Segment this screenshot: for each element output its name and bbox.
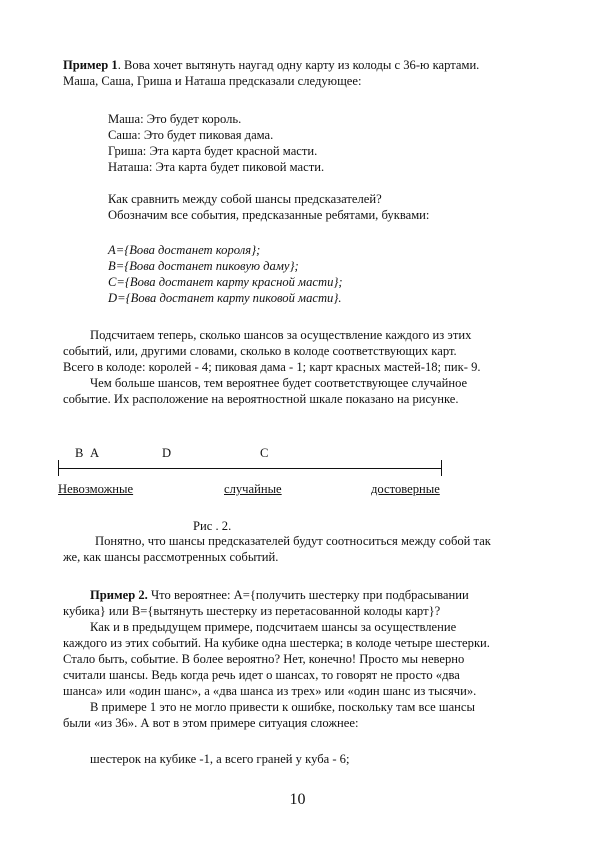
example1-line1 <box>63 58 479 73</box>
question-line1: Как сравнить между собой шансы предсказателей? <box>108 192 382 206</box>
event-c: C={Вова достанет карту красной масти}; <box>108 275 343 289</box>
zone-impossible: Невозможные <box>58 482 134 496</box>
example2-line7: шанса» или «один шанс», а «два шанса из трех» или «один шанс из тысячи». <box>63 684 477 698</box>
last-line: шестерок на кубике -1, а всего граней у куба - 6; <box>90 752 350 766</box>
example2-label: Пример 2. <box>90 588 148 602</box>
para-count-line4: Чем больше шансов, тем вероятнее будет соответствующее случайное <box>90 376 468 390</box>
event-b: B={Вова достанет пиковую даму}; <box>108 259 299 273</box>
example2-line2: кубика} или В={вытянуть шестерку из перетасованной колоды карт}? <box>63 604 441 618</box>
example2-text: Что вероятнее: А={получить шестерку при подбрасывании <box>147 588 469 602</box>
scale-label-d: D <box>162 446 172 460</box>
scale-left-tick <box>58 460 59 476</box>
example2-line5: Стало быть, событие. В более вероятно? Нет, конечно! Просто мы неверно <box>63 652 465 666</box>
question-line2: Обозначим все события, предсказанные ребятами, буквами: <box>108 208 430 222</box>
para-conclusion-line1: Понятно, что шансы предсказателей будут соотноситься между собой так <box>95 534 491 548</box>
figure-caption: Рис . 2. <box>193 519 232 533</box>
example2-line6: считали шансы. Ведь когда речь идет о шансах, то говорят не просто «два <box>63 668 460 682</box>
prediction-natasha: Наташа: Эта карта будет пиковой масти. <box>108 160 325 174</box>
event-a: A={Вова достанет короля}; <box>108 243 261 257</box>
para-count-line3: Всего в колоде: королей - 4; пиковая дама - 1; карт красных мастей-18; пик- 9. <box>63 360 481 374</box>
example1-text: . Вова хочет вытянуть наугад одну карту из колоды с 36-ю картами. <box>117 58 480 72</box>
scale-label-c: C <box>260 446 269 460</box>
para-count-line2: событий, или, другими словами, сколько в колоде соответствующих карт. <box>63 344 457 358</box>
probability-scale <box>58 446 448 496</box>
para-conclusion-line2: же, как шансы рассмотренных событий. <box>63 550 279 564</box>
para-count-line1: Подсчитаем теперь, сколько шансов за осуществление каждого из этих <box>90 328 472 342</box>
zone-random: случайные <box>224 482 282 496</box>
scale-label-a: A <box>90 446 100 460</box>
page-number: 10 <box>289 791 306 808</box>
example2-line1 <box>90 588 469 603</box>
example2-line3: Как и в предыдущем примере, подсчитаем шансы за осуществление <box>90 620 457 634</box>
example1-label: Пример 1 <box>63 58 118 72</box>
prediction-masha: Маша: Это будет король. <box>108 112 242 126</box>
example2-line4: каждого из этих событий. На кубике одна шестерка; в колоде четыре шестерки. <box>63 636 490 650</box>
para-count-line5: событие. Их расположение на вероятностной шкале показано на рисунке. <box>63 392 459 406</box>
prediction-sasha: Саша: Это будет пиковая дама. <box>108 128 274 142</box>
scale-label-b: B <box>75 446 84 460</box>
event-d: D={Вова достанет карту пиковой масти}. <box>108 291 342 305</box>
example2-line9: были «из 36». А вот в этом примере ситуация сложнее: <box>63 716 359 730</box>
example2-line8: В примере 1 это не могло привести к ошибке, поскольку там все шансы <box>90 700 475 714</box>
scale-right-tick <box>441 460 442 476</box>
prediction-grisha: Гриша: Эта карта будет красной масти. <box>108 144 318 158</box>
scale-axis <box>58 468 442 469</box>
zone-certain: достоверные <box>371 482 440 496</box>
example1-line2: Маша, Саша, Гриша и Наташа предсказали следующее: <box>63 74 362 88</box>
